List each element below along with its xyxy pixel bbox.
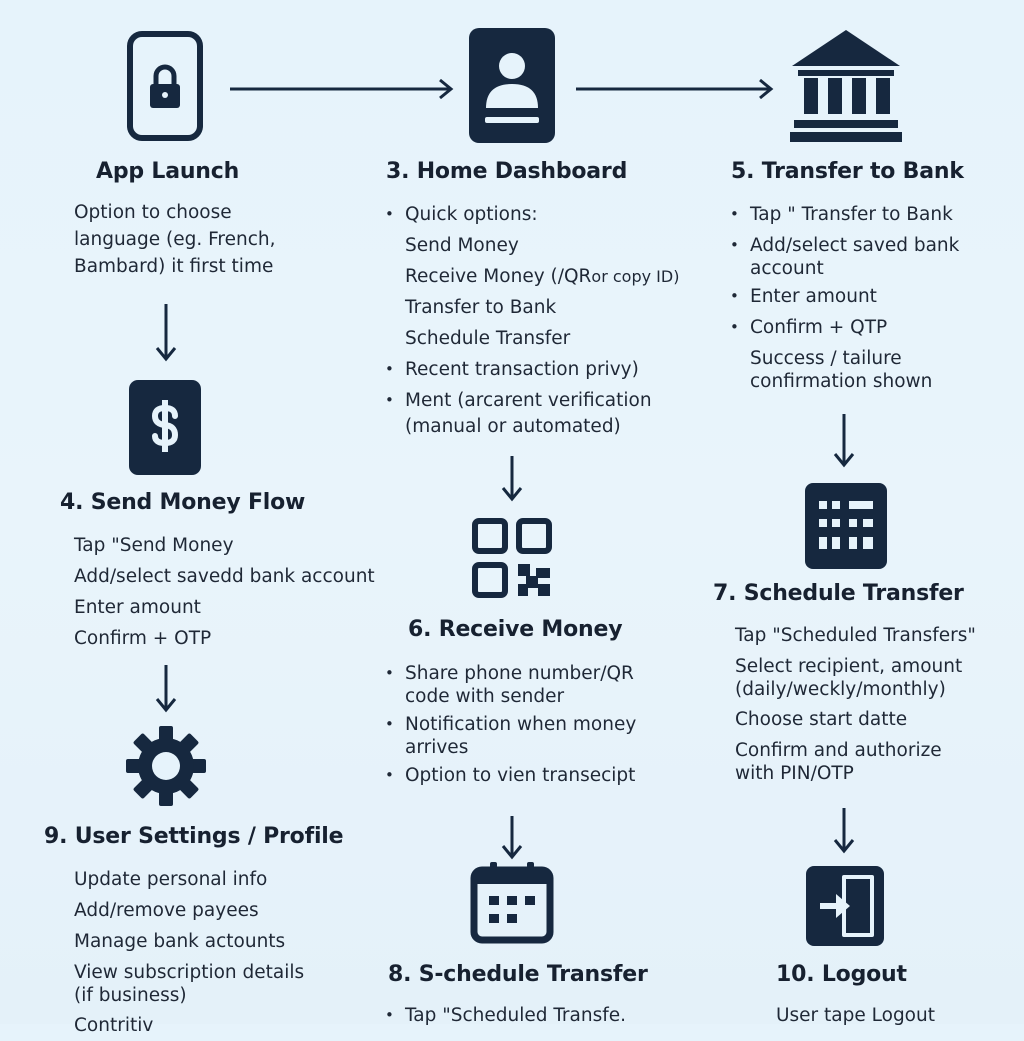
- list-item: Update personal info: [74, 869, 268, 890]
- list-item: • Ment (arcarent verification: [385, 385, 679, 416]
- list-item: Select recipient, amount: [735, 656, 963, 677]
- schedule-transfer-7-list: [735, 620, 976, 786]
- list-item: with PIN/OTP: [735, 763, 854, 784]
- list-item: Add/select savedd bank account: [74, 566, 375, 587]
- step-title-home-dashboard: 3. Home Dashboard: [386, 159, 628, 184]
- arrow-down: [155, 665, 177, 713]
- list-item: Transfer to Bank: [405, 297, 557, 318]
- arrow-right: [576, 78, 776, 100]
- list-item: [385, 261, 679, 292]
- list-item: language (eg. French,: [74, 229, 276, 250]
- step-title-send-money: 4. Send Money Flow: [60, 490, 306, 515]
- arrow-right: [230, 78, 456, 100]
- list-item: Send Money: [405, 235, 519, 256]
- arrow-down: [501, 816, 523, 860]
- list-item: Manage bank actounts: [74, 931, 286, 952]
- list-item: • Notification when money: [385, 709, 636, 740]
- list-item: View subscription details: [74, 962, 305, 983]
- list-item: Confirm + OTP: [74, 628, 212, 649]
- step-title-user-settings: 9. User Settings / Profile: [44, 824, 344, 849]
- step-title-logout: 10. Logout: [776, 962, 907, 987]
- list-item: • Enter amount: [730, 281, 959, 312]
- step-title-schedule-transfer-7: 7. Schedule Transfer: [713, 581, 964, 606]
- list-item: Confirm and authorize: [735, 740, 942, 761]
- list-item: code with sender: [405, 686, 565, 707]
- list-item: Option to choose: [74, 202, 232, 223]
- list-item: confirmation shown: [750, 371, 933, 392]
- list-item: • Quick options:: [385, 199, 679, 230]
- step-title-receive-money: 6. Receive Money: [408, 617, 623, 642]
- list-item: Contritiv: [74, 1015, 154, 1036]
- list-item: Choose start datte: [735, 709, 908, 730]
- list-item: User tape Logout: [776, 1005, 935, 1026]
- home-dashboard-list: [385, 199, 679, 438]
- list-item: Enter amount: [74, 597, 201, 618]
- step-title-transfer-to-bank: 5. Transfer to Bank: [731, 159, 964, 184]
- list-item: arrives: [405, 737, 469, 758]
- calendar-icon: [470, 860, 554, 944]
- arrow-down: [833, 414, 855, 468]
- list-item: account: [750, 258, 824, 279]
- list-item: • Add/select saved bank: [730, 230, 959, 261]
- list-item: Tap "Send Money: [74, 535, 234, 556]
- list-item: • Tap "Scheduled Transfe.: [385, 1000, 626, 1031]
- list-item: (manual or automated): [405, 416, 621, 437]
- list-item: Tap "Scheduled Transfers": [735, 625, 976, 646]
- bank-icon: [788, 28, 904, 144]
- transfer-to-bank-list: [730, 199, 959, 394]
- schedule-transfer-8-list: [385, 1000, 626, 1031]
- logout-door-icon: [806, 866, 884, 946]
- list-item: • Confirm + QTP: [730, 312, 959, 343]
- money-app-icon: [129, 380, 201, 475]
- app-launch-description: [74, 199, 276, 280]
- list-item-text: Receive Money (/QR: [405, 266, 592, 287]
- phone-lock-icon: [126, 30, 204, 142]
- user-settings-list: [74, 864, 304, 1041]
- list-item-text: Success: [750, 348, 825, 369]
- list-item: (if business): [74, 985, 187, 1006]
- arrow-down: [155, 304, 177, 362]
- list-item: Bambard) it first time: [74, 256, 274, 277]
- receive-money-list: [385, 658, 636, 791]
- step-title-app-launch: App Launch: [96, 159, 240, 184]
- list-item-text: tailure: [842, 348, 902, 369]
- list-item: • Recent transaction privy): [385, 354, 679, 385]
- list-item: • Option to vien transecipt: [385, 760, 636, 791]
- logout-list: [776, 1000, 935, 1031]
- list-item: (daily/weckly/monthly): [735, 679, 946, 700]
- send-money-list: [74, 530, 375, 654]
- qr-code-icon: [472, 518, 552, 598]
- arrow-down: [833, 808, 855, 854]
- list-item: Add/remove payees: [74, 900, 259, 921]
- arrow-down: [501, 456, 523, 502]
- building-grid-icon: [805, 483, 887, 569]
- step-title-schedule-transfer-8: 8. S-chedule Transfer: [388, 962, 648, 987]
- list-item: • Share phone number/QR: [385, 658, 636, 689]
- list-item-text: /: [830, 348, 837, 369]
- list-item: Schedule Transfer: [405, 328, 571, 349]
- user-card-icon: [469, 28, 555, 143]
- list-item: • Tap " Transfer to Bank: [730, 199, 959, 230]
- list-item-text: or copy ID): [591, 267, 680, 286]
- gear-icon: [126, 726, 206, 806]
